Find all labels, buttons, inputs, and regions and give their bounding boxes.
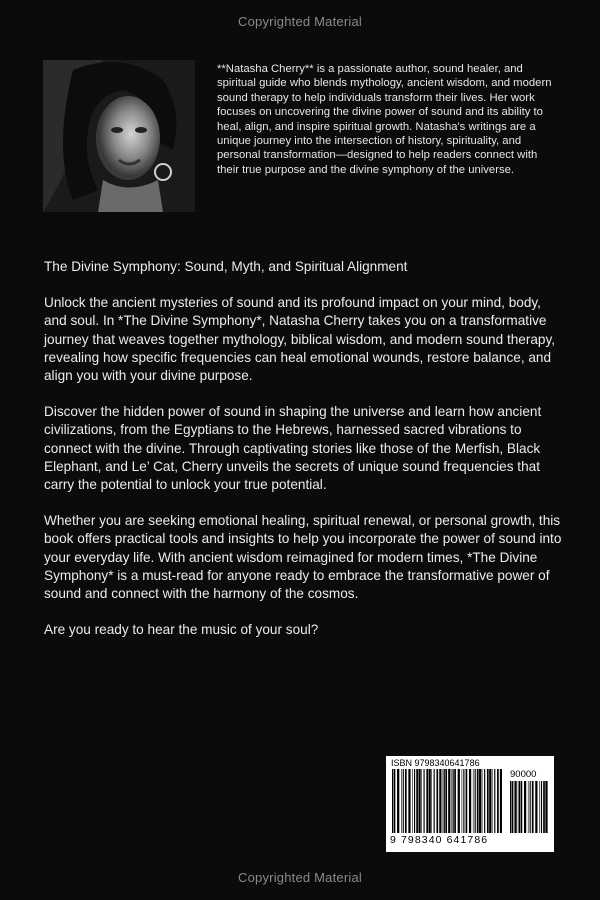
price-code: 90000: [510, 769, 537, 780]
barcode-bar: [494, 769, 495, 833]
description-paragraph-1: Unlock the ancient mysteries of sound and its profound impact on your mind, body, and soul. In *The Divine Symphony*, Natasha Cherry takes you on a transformative journey that weaves together mythology, biblical wisdom, and modern sound therapy, revealing how specific frequencies can heal emotional wounds, restore balance, and align you with your divine purpose.: [44, 295, 556, 384]
barcode-bar: [545, 781, 547, 833]
barcode-bar: [512, 781, 514, 833]
barcode-bar: [500, 769, 502, 833]
barcode-bar: [497, 769, 499, 833]
barcode-bar: [519, 781, 520, 833]
barcode-bar: [431, 769, 432, 833]
barcode-bar: [510, 781, 511, 833]
barcode-bar: [405, 769, 407, 833]
barcode-bar: [475, 769, 476, 833]
book-title: The Divine Symphony: Sound, Myth, and Spiritual Alignment: [44, 259, 408, 274]
barcode-bar: [487, 769, 489, 833]
barcode-bar: [463, 769, 464, 833]
isbn-label: ISBN 9798340641786: [391, 758, 480, 768]
barcode-bar: [424, 769, 425, 833]
barcode-bar: [394, 769, 396, 833]
barcode-bar: [416, 769, 418, 833]
barcode-bar: [453, 769, 454, 833]
barcode-bar: [434, 769, 435, 833]
barcode-bar: [466, 769, 468, 833]
barcode-bar: [445, 769, 447, 833]
barcode-bar: [418, 769, 420, 833]
barcode-bar: [397, 769, 399, 833]
barcode-bar: [543, 781, 545, 833]
barcode-bar: [426, 769, 428, 833]
barcode-bar: [452, 769, 453, 833]
author-bio: **Natasha Cherry** is a passionate author, sound healer, and spiritual guide who blends mythology, ancient wisdom, and modern sound therapy to help individuals transform their lives. Her work focuses on uncovering the divine power of sound and its ability to heal, align, and inspire spiritual growth. Natasha's writings are a unique journey into the intersection of history, spirituality, and personal transformation—designed to help readers connect with their true purpose and the divine symphony of the universe.: [217, 63, 552, 176]
barcode-bar: [444, 769, 445, 833]
barcode-bar: [541, 781, 542, 833]
barcode-bar: [443, 769, 444, 833]
barcode-bar: [479, 769, 481, 833]
barcode-digits: 9 798340 641786: [390, 834, 489, 846]
barcode-bar: [532, 781, 534, 833]
barcode-bar: [514, 781, 516, 833]
barcode-bar: [469, 769, 471, 833]
barcode-bar: [524, 781, 526, 833]
description-paragraph-3: Whether you are seeking emotional healing, spiritual renewal, or personal growth, this book offers practical tools and insights to help you incorporate the power of sound into your everyday life. With ancient wisdom reimagined for modern times, *The Divine Symphony* is a must-read for anyone ready to embrace the transformative power of sound and connect with the harmony of the cosmos.: [44, 513, 562, 602]
barcode-bar: [439, 769, 441, 833]
barcode-bar: [528, 781, 529, 833]
barcode-bar: [408, 769, 410, 833]
barcode-bar: [477, 769, 479, 833]
barcode-bar: [518, 781, 519, 833]
barcode-bar: [530, 781, 531, 833]
barcode-bar: [492, 769, 493, 833]
barcode-bar: [484, 769, 485, 833]
copyright-watermark-top: Copyrighted Material: [238, 14, 362, 29]
barcode-bar: [539, 781, 540, 833]
copyright-watermark-bottom: Copyrighted Material: [238, 870, 362, 885]
barcode-bar: [403, 769, 404, 833]
barcode-bar: [414, 769, 415, 833]
author-photo: [43, 60, 195, 212]
author-portrait-photo: [43, 60, 195, 212]
barcode-bar: [429, 769, 431, 833]
description-paragraph-2: Discover the hidden power of sound in shaping the universe and learn how ancient civilizations, from the Egyptians to the Hebrews, harnessed sacred vibrations to connect with the divine. Through captivating stories like those of the Merfish, Black Elephant, and Le’ Cat, Cherry unveils the secrets of unique sound frequencies that carry the potential to unlock your true potential.: [44, 404, 542, 493]
barcode-bar: [448, 769, 450, 833]
barcode-bar: [392, 769, 393, 833]
barcode-bar: [521, 781, 523, 833]
closing-question: Are you ready to hear the music of your soul?: [44, 622, 319, 638]
barcode-bar: [489, 769, 491, 833]
barcode-bars-main: [392, 769, 502, 833]
barcode-bar: [412, 769, 413, 833]
barcode-bar: [454, 769, 456, 833]
book-description: [44, 258, 564, 657]
barcode-bar: [421, 769, 422, 833]
barcode-bar: [401, 769, 402, 833]
barcode-bar: [462, 769, 463, 833]
barcode-bars-addon: [510, 781, 548, 833]
barcode-bar: [535, 781, 537, 833]
barcode-bar: [458, 769, 460, 833]
barcode-bar: [436, 769, 438, 833]
barcode-bar: [482, 769, 483, 833]
isbn-barcode: [386, 756, 554, 852]
barcode-bar: [473, 769, 474, 833]
